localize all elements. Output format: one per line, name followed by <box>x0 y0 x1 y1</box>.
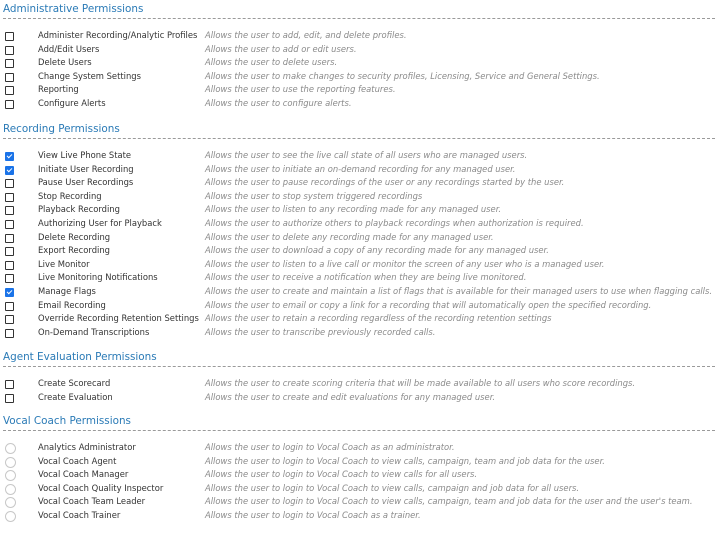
permission-description: Allows the user to add or edit users. <box>205 43 357 54</box>
permission-description: Allows the user to initiate an on-demand recording for any managed user. <box>205 163 516 174</box>
permission-row-vocal-coach-agent <box>0 456 720 470</box>
permission-label: View Live Phone State <box>38 150 132 160</box>
permission-label: Pause User Recordings <box>38 177 134 188</box>
permission-radio[interactable] <box>5 484 16 495</box>
permission-checkbox[interactable] <box>5 220 14 229</box>
permission-label: Authorizing User for Playback <box>38 218 162 228</box>
permission-row-create-scorecard <box>0 378 720 392</box>
permission-description: Allows the user to listen to any recording made for any managed user. <box>205 204 502 215</box>
permission-checkbox[interactable] <box>5 32 14 41</box>
permission-label: Vocal Coach Manager <box>38 469 129 480</box>
section-divider <box>3 430 715 431</box>
permission-row-reporting <box>0 84 720 98</box>
permission-description: Allows the user to listen to a live call or monitor the screen of any user who is a managed user. <box>205 258 605 269</box>
permission-checkbox[interactable] <box>5 234 14 243</box>
permission-label: On-Demand Transcriptions <box>38 326 150 337</box>
section-divider <box>3 138 715 139</box>
permission-row-view-live-phone-state <box>0 150 720 164</box>
permission-row-vocal-coach-quality-inspector <box>0 483 720 497</box>
permission-label: Email Recording <box>38 299 106 310</box>
permission-label: Change System Settings <box>38 70 141 81</box>
permission-checkbox[interactable] <box>5 166 14 175</box>
section-divider <box>3 18 715 19</box>
permission-radio[interactable] <box>5 470 16 481</box>
permission-label: Administer Recording/Analytic Profiles <box>38 30 198 40</box>
permission-description: Allows the user to transcribe previously recorded calls. <box>205 326 436 337</box>
permission-label: Stop Recording <box>38 190 102 201</box>
section-title: Administrative Permissions <box>3 3 144 15</box>
permission-checkbox[interactable] <box>5 46 14 55</box>
permission-checkbox[interactable] <box>5 247 14 256</box>
permission-row-on-demand-transcriptions <box>0 327 720 341</box>
permission-row-pause-user-recordings <box>0 177 720 191</box>
permission-description: Allows the user to create and edit evaluations for any managed user. <box>205 391 496 402</box>
permission-label: Delete Recording <box>38 231 111 242</box>
permission-checkbox[interactable] <box>5 380 14 389</box>
permission-label: Vocal Coach Quality Inspector <box>38 482 164 493</box>
permission-label: Create Scorecard <box>38 378 111 388</box>
permission-radio[interactable] <box>5 443 16 454</box>
permission-label: Playback Recording <box>38 204 120 215</box>
permission-description: Allows the user to login to Vocal Coach to view calls, campaign and job data for all users. <box>205 482 580 493</box>
section-divider <box>3 366 715 367</box>
permission-description: Allows the user to login to Vocal Coach to view calls, campaign, team and job data for the user and the user's team. <box>205 496 693 507</box>
permission-description: Allows the user to add, edit, and delete profiles. <box>205 30 407 40</box>
section-title: Recording Permissions <box>3 123 120 135</box>
permission-label: Manage Flags <box>38 286 96 296</box>
permission-row-live-monitor <box>0 259 720 273</box>
permission-description: Allows the user to download a copy of any recording made for any managed user. <box>205 245 549 256</box>
permission-row-change-system-settings <box>0 71 720 85</box>
permission-checkbox[interactable] <box>5 86 14 95</box>
permission-row-configure-alerts <box>0 98 720 112</box>
permission-radio[interactable] <box>5 457 16 468</box>
permission-checkbox[interactable] <box>5 152 14 161</box>
permission-description: Allows the user to delete users. <box>205 57 338 68</box>
permission-checkbox[interactable] <box>5 73 14 82</box>
permission-row-playback-recording <box>0 204 720 218</box>
permission-row-administer-recording-analytic-profiles <box>0 30 720 44</box>
permission-checkbox[interactable] <box>5 315 14 324</box>
permission-checkbox[interactable] <box>5 302 14 311</box>
permission-description: Allows the user to email or copy a link for a recording that will automatically open the specified recording. <box>205 299 652 310</box>
permission-row-initiate-user-recording <box>0 164 720 178</box>
permission-description: Allows the user to delete any recording made for any managed user. <box>205 231 494 242</box>
permission-label: Initiate User Recording <box>38 163 134 174</box>
permission-row-vocal-coach-team-leader <box>0 496 720 510</box>
permission-row-delete-users <box>0 57 720 71</box>
permission-label: Live Monitoring Notifications <box>38 272 158 283</box>
permission-label: Vocal Coach Team Leader <box>38 496 146 507</box>
permission-description: Allows the user to login to Vocal Coach as a trainer. <box>205 510 421 520</box>
permission-row-vocal-coach-trainer <box>0 510 720 524</box>
permission-row-override-recording-retention-settings <box>0 313 720 327</box>
permission-checkbox[interactable] <box>5 59 14 68</box>
permission-checkbox[interactable] <box>5 100 14 109</box>
section-title: Vocal Coach Permissions <box>3 415 131 427</box>
permission-description: Allows the user to create scoring criteria that will be made available to all users who score recordings. <box>205 378 636 388</box>
permission-label: Delete Users <box>38 57 92 68</box>
permission-row-export-recording <box>0 245 720 259</box>
permission-label: Analytics Administrator <box>38 442 136 452</box>
permission-description: Allows the user to pause recordings of the user or any recordings started by the user. <box>205 177 565 188</box>
permission-label: Override Recording Retention Settings <box>38 313 199 324</box>
permission-checkbox[interactable] <box>5 261 14 270</box>
permission-checkbox[interactable] <box>5 274 14 283</box>
permission-description: Allows the user to receive a notification when they are being live monitored. <box>205 272 527 283</box>
permission-description: Allows the user to retain a recording regardless of the recording retention settings <box>205 313 552 324</box>
permission-row-authorizing-user-for-playback <box>0 218 720 232</box>
permission-label: Export Recording <box>38 245 110 256</box>
permission-label: Create Evaluation <box>38 391 113 402</box>
permission-description: Allows the user to login to Vocal Coach to view calls for all users. <box>205 469 478 480</box>
permission-description: Allows the user to make changes to security profiles, Licensing, Service and General Settings. <box>205 70 600 81</box>
permission-row-stop-recording <box>0 191 720 205</box>
permission-row-add-edit-users <box>0 44 720 58</box>
permission-label: Vocal Coach Trainer <box>38 510 121 520</box>
permission-description: Allows the user to see the live call state of all users who are managed users. <box>205 150 528 160</box>
permission-description: Allows the user to stop system triggered recordings <box>205 190 423 201</box>
section-title: Agent Evaluation Permissions <box>3 351 157 363</box>
permission-checkbox[interactable] <box>5 329 14 338</box>
permission-checkbox[interactable] <box>5 394 14 403</box>
permission-description: Allows the user to create and maintain a list of flags that is available for their managed users to use when flagging calls. <box>205 286 713 296</box>
permission-description: Allows the user to configure alerts. <box>205 98 352 108</box>
permission-radio[interactable] <box>5 511 16 522</box>
permission-description: Allows the user to authorize others to playback recordings when authorization is required. <box>205 218 584 228</box>
permission-row-email-recording <box>0 300 720 314</box>
permission-checkbox[interactable] <box>5 288 14 297</box>
permission-checkbox[interactable] <box>5 206 14 215</box>
permission-row-vocal-coach-manager <box>0 469 720 483</box>
permission-row-manage-flags <box>0 286 720 300</box>
permission-label: Configure Alerts <box>38 98 106 108</box>
permission-label: Vocal Coach Agent <box>38 455 117 466</box>
permission-checkbox[interactable] <box>5 179 14 188</box>
permission-checkbox[interactable] <box>5 193 14 202</box>
permission-row-live-monitoring-notifications <box>0 272 720 286</box>
permission-label: Live Monitor <box>38 258 90 269</box>
permission-description: Allows the user to login to Vocal Coach as an administrator. <box>205 442 455 452</box>
permission-row-delete-recording <box>0 232 720 246</box>
permission-label: Reporting <box>38 84 79 95</box>
permission-radio[interactable] <box>5 497 16 508</box>
permission-row-create-evaluation <box>0 392 720 406</box>
permission-description: Allows the user to login to Vocal Coach to view calls, campaign, team and job data for the user. <box>205 455 605 466</box>
permission-row-analytics-administrator <box>0 442 720 456</box>
permission-description: Allows the user to use the reporting features. <box>205 84 396 95</box>
permission-label: Add/Edit Users <box>38 43 100 54</box>
